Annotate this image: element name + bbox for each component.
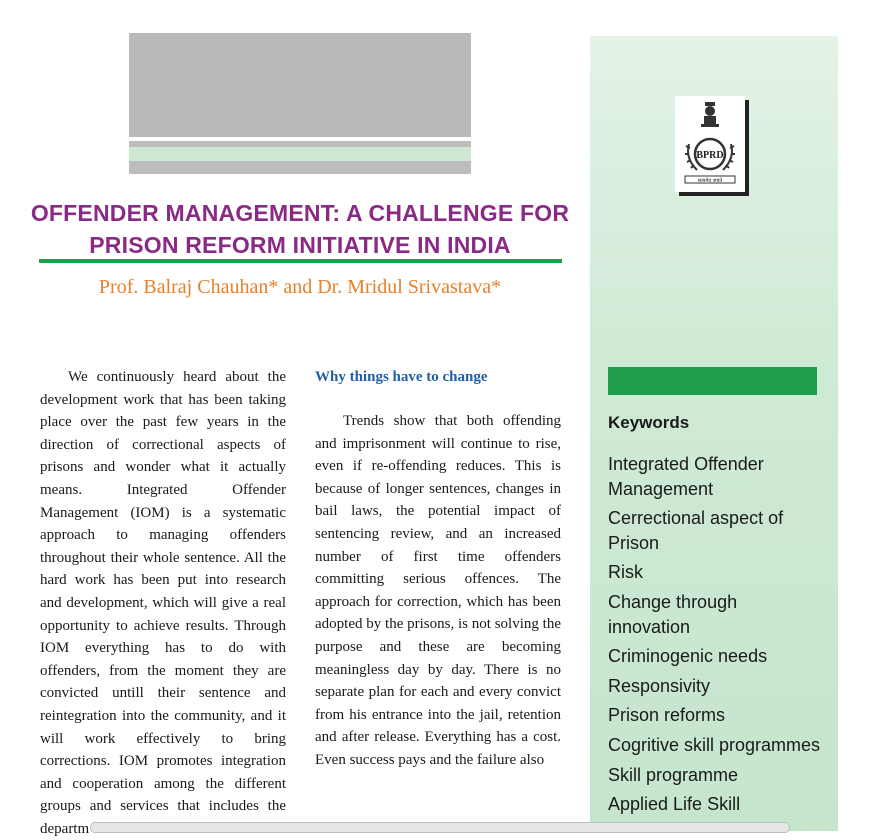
authors: Prof. Balraj Chauhan* and Dr. Mridul Srivastava* [98, 276, 502, 298]
header-strip [129, 141, 471, 174]
sidebar-accent-bar [608, 367, 817, 395]
keyword-item: Cogritive skill programmes [608, 734, 821, 755]
title-divider [39, 259, 562, 263]
keyword-item: Prison reforms [608, 705, 726, 726]
svg-text:सत्यमेव जयते: सत्यमेव जयते [697, 178, 723, 184]
keyword-item: Criminogenic needs [608, 646, 768, 667]
svg-text:BPRD: BPRD [696, 150, 724, 161]
keyword-item: Applied Life Skill [608, 794, 741, 815]
keyword-item: Integrated Offender Management [608, 454, 764, 499]
article-title [30, 197, 570, 261]
keyword-item: Risk [608, 562, 643, 583]
keyword-item: Change through innovation [608, 591, 738, 637]
keywords-heading: Keywords [608, 413, 690, 432]
column1-paragraph: We continuously heard about the development work that has been taking place over the past few years in the direction of correctional aspects of prisons and wonder what it actually means. Integrated Offender Management (IOM) is a systematic approach to managing offenders throughout their whole sentence. All the hard work has been put into research and development, which will give a real opportunity to achieve results. Through IOM everything has to do with offenders, from the moment they are convicted untill their sentence and reintegration into the community, and it will work effectively to bring corrections. IOM promotes integration and cooperation among the different groups and services that includes the departm [40, 369, 286, 837]
keyword-item: Skill programme [608, 764, 739, 785]
title-line-1: OFFENDER MANAGEMENT: A CHALLENGE FOR [30, 200, 570, 226]
keyword-item: Responsivity [608, 675, 711, 696]
column2-paragraph: Trends show that both offending and imprisonment will continue to rise, even if re-offending reduces. This is because of longer sentences, changes in bail laws, the potential impact of sentencing review, and an increased number of first time offenders committing serious offences. The approach for correction, which has been adopted by the prisons, is not solving the purpose and these are becoming meaningless day by day. There is no separate plan for each and every convict from his entrance into the jail, retention and after release. Everything has a cost. Even success pays and the failure also [315, 413, 561, 768]
header-image-block [129, 33, 471, 137]
bprd-emblem-icon [675, 96, 745, 192]
body-column-1 [40, 366, 286, 840]
keywords-list [608, 452, 823, 822]
body-column-2 [315, 366, 561, 772]
bprd-logo [675, 96, 745, 192]
title-line-2: PRISON REFORM INITIATIVE IN INDIA [89, 232, 511, 258]
section-subheading: Why things have to change [315, 369, 488, 385]
header-strip-green [129, 147, 471, 161]
horizontal-scrollbar[interactable] [90, 822, 790, 833]
keyword-item: Cerrectional aspect of Prison [608, 508, 784, 553]
keywords-sidebar [590, 36, 838, 831]
